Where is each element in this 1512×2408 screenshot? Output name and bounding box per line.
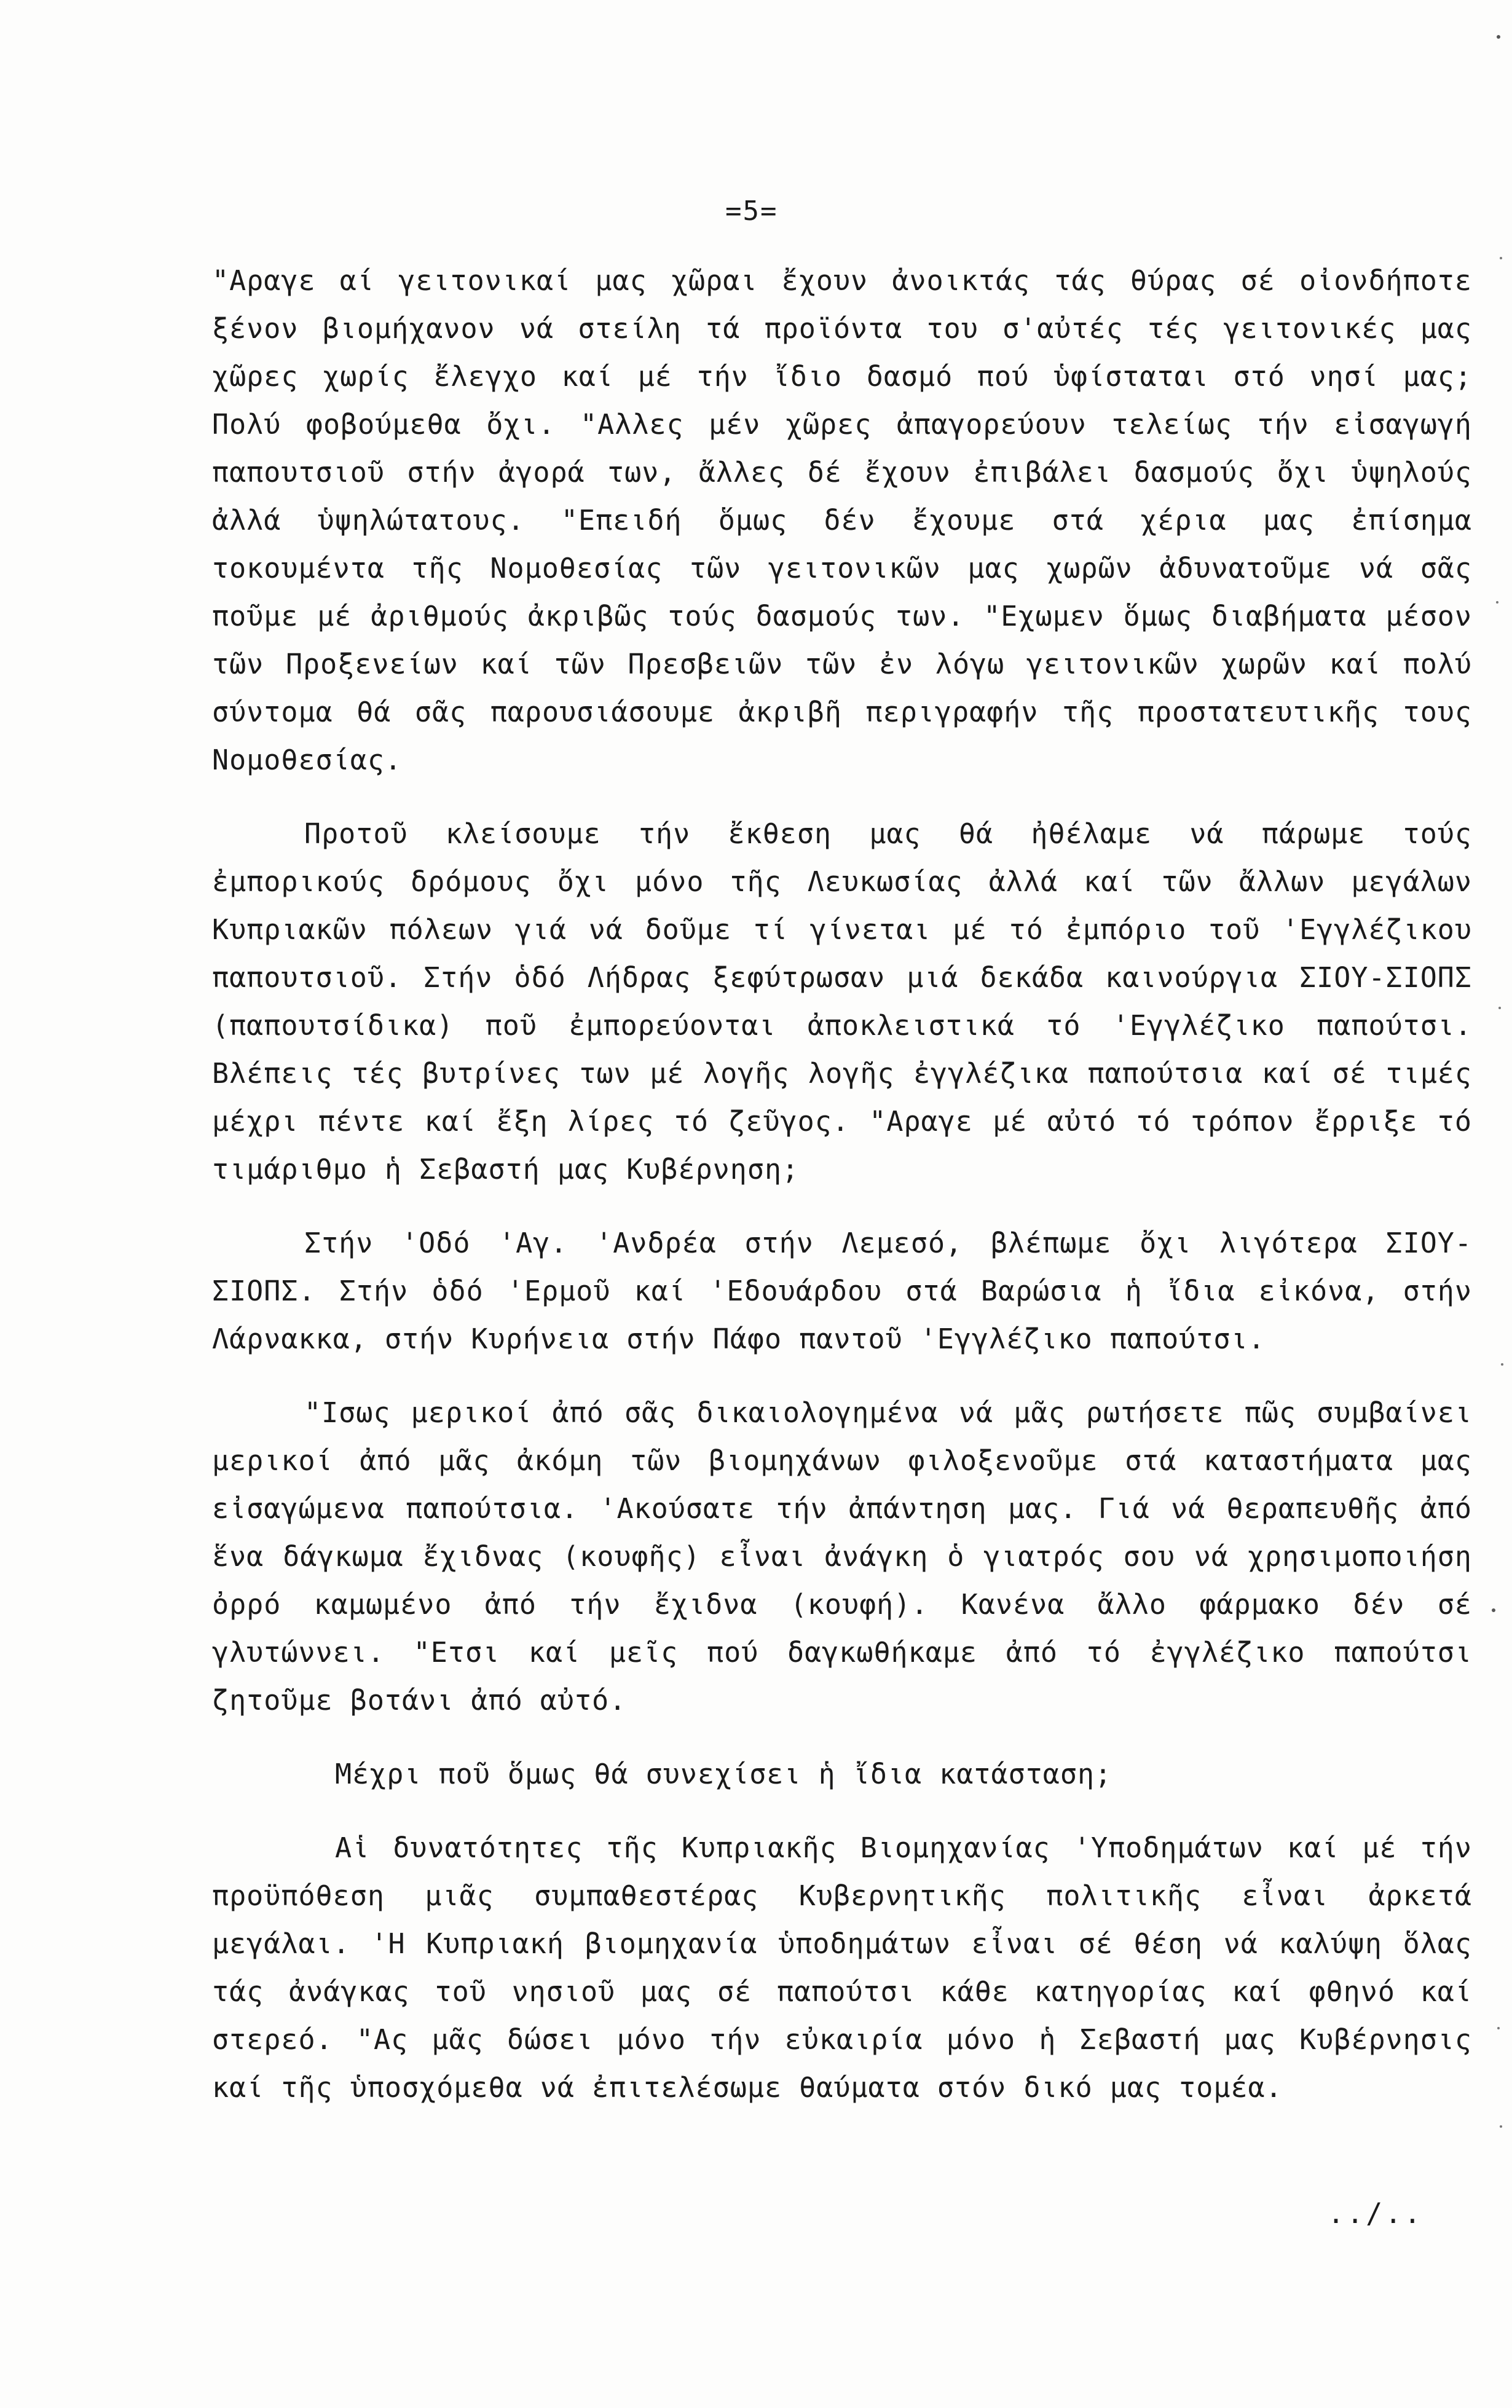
page-number: =5= bbox=[725, 195, 778, 227]
paragraph-4: "Ισως μερικοί ἀπό σᾶς δικαιολογημένα νά μᾶς ρωτήσετε πῶς συμβαίνει μερικοί ἀπό μᾶς ἀκόμη τῶν βιομηχάνων φιλοξενοῦμε στά καταστήματα μας εἰσαγώμενα παπούτσια. 'Ακούσατε τήν ἀπάντηση μας. Γιά νά θεραπευθῆς ἀπό ἕνα δάγκωμα ἔχιδνας (κουφῆς) εἶναι ἀνάγκη ὁ γιατρός σου νά χρησιμοποιήση ὀρρό καμωμένο ἀπό τήν ἔχιδνα (κουφή). Κανένα ἄλλο φάρμακο δέν σέ γλυτώννει. "Ετσι καί μεῖς πού δαγκωθήκαμε ἀπό τό ἐγγλέζικο παπούτσι ζητοῦμε βοτάνι ἀπό αὐτό. bbox=[212, 1396, 1472, 1717]
paragraph-5: Μέχρι ποῦ ὅμως θά συνεχίσει ἡ ἴδια κατάσταση; bbox=[335, 1758, 1112, 1790]
paragraph-2: Προτοῦ κλείσουμε τήν ἔκθεση μας θά ἠθέλαμε νά πάρωμε τούς ἐμπορικούς δρόμους ὄχι μόνο τῆς Λευκωσίας ἀλλά καί τῶν ἄλλων μεγάλων Κυπριακῶν πόλεων γιά νά δοῦμε τί γίνεται μέ τό ἐμπόριο τοῦ 'Εγγλέζικου παπουτσιοῦ. Στήν ὁδό Λήδρας ξεφύτρωσαν μιά δεκάδα καινούργια ΣΙΟΥ-ΣΙΟΠΣ (παπουτσίδικα) ποῦ ἐμπορεύονται ἀποκλειστικά τό 'Εγγλέζικο παπούτσι. Βλέπεις τές βυτρίνες των μέ λογῆς λογῆς ἐγγλέζικα παπούτσια καί σέ τιμές μέχρι πέντε καί ἔξη λίρες τό ζεῦγος. "Αραγε μέ αὐτό τό τρόπον ἔρριξε τό τιμάριθμο ἡ Σεβαστή μας Κυβέρνηση; bbox=[212, 817, 1472, 1186]
paragraph-3: Στήν 'Οδό 'Αγ. 'Ανδρέα στήν Λεμεσό, βλέπωμε ὄχι λιγότερα ΣΙΟΥ-ΣΙΟΠΣ. Στήν ὁδό 'Ερμοῦ καί 'Εδουάρδου στά Βαρώσια ἡ ἴδια εἰκόνα, στήν Λάρνακκα, στήν Κυρήνεια στήν Πάφο παντοῦ 'Εγγλέζικο παπούτσι. bbox=[212, 1227, 1472, 1355]
body-text bbox=[212, 257, 1472, 2138]
scan-edge-specks bbox=[1475, 0, 1512, 2408]
paragraph-1: "Αραγε αί γειτονικαί μας χῶραι ἔχουν ἀνοικτάς τάς θύρας σέ οἰονδήποτε ξένον βιομήχανον νά στείλη τά προϊόντα του σ'αὐτές τές γειτονικές μας χῶρες χωρίς ἔλεγχο καί μέ τήν ἴδιο δασμό πού ὑφίσταται στό νησί μας; Πολύ φοβούμεθα ὄχι. "Αλλες μέν χῶρες ἀπαγορεύουν τελείως τήν εἰσαγωγή παπουτσιοῦ στήν ἀγορά των, ἄλλες δέ ἔχουν ἐπιβάλει δασμούς ὄχι ὑψηλούς ἀλλά ὑψηλώτατους. "Επειδή ὅμως δέν ἔχουμε στά χέρια μας ἐπίσημα τοκουμέντα τῆς Νομοθεσίας τῶν γειτονικῶν μας χωρῶν ἀδυνατοῦμε νά σᾶς ποῦμε μέ ἀριθμούς ἀκριβῶς τούς δασμούς των. "Εχωμεν ὅμως διαβήματα μέσον τῶν Προξενείων καί τῶν Πρεσβειῶν τῶν ἐν λόγω γειτονικῶν χωρῶν καί πολύ σύντομα θά σᾶς παρουσιάσουμε ἀκριβῆ περιγραφήν τῆς προστατευτικῆς τους Νομοθεσίας. bbox=[212, 264, 1472, 776]
paragraph-6: Αἱ δυνατότητες τῆς Κυπριακῆς Βιομηχανίας 'Υποδημάτων καί μέ τήν προϋπόθεση μιᾶς συμπαθεστέρας Κυβερνητικῆς πολιτικῆς εἶναι ἀρκετά μεγάλαι. 'Η Κυπριακή βιομηχανία ὑποδημάτων εἶναι σέ θέση νά καλύψη ὅλας τάς ἀνάγκας τοῦ νησιοῦ μας σέ παπούτσι κάθε κατηγορίας καί φθηνό καί στερεό. "Ας μᾶς δώσει μόνο τήν εὐκαιρία μόνο ἡ Σεβαστή μας Κυβέρνησις καί τῆς ὑποσχόμεθα νά ἐπιτελέσωμε θαύματα στόν δικό μας τομέα. bbox=[212, 1832, 1472, 2104]
continuation-mark: ../.. bbox=[1328, 2197, 1423, 2230]
